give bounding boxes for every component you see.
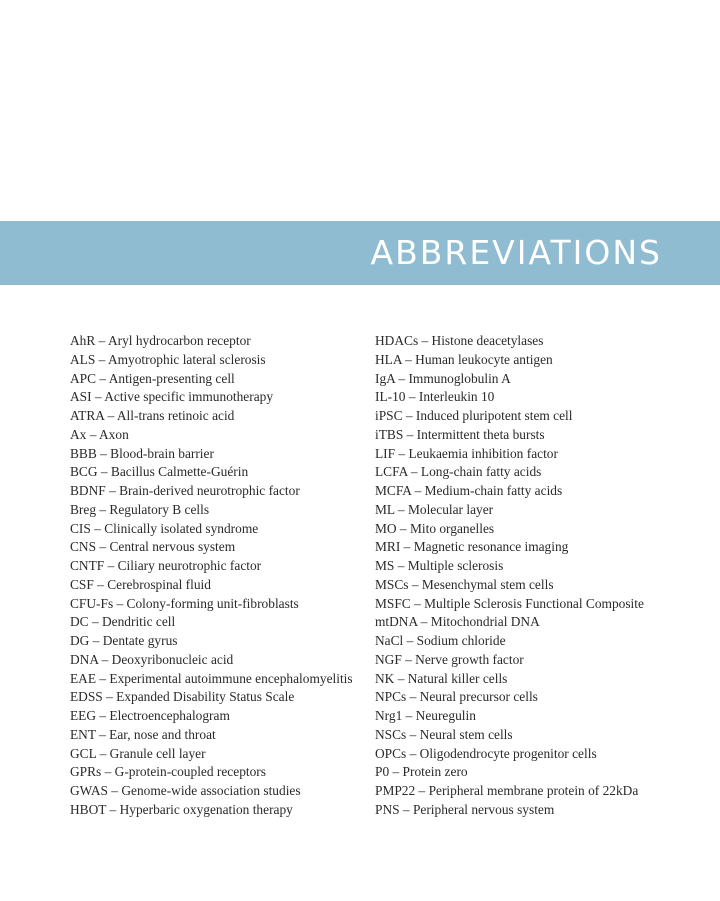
abbreviation-entry: ML – Molecular layer: [375, 501, 494, 517]
abbreviation-entry: ATRA – All-trans retinoic acid: [70, 408, 235, 423]
title-banner: [0, 221, 720, 285]
abbreviation-entry: Nrg1 – Neuregulin: [375, 708, 476, 723]
abbreviation-entry: BDNF – Brain-derived neurotrophic factor: [70, 483, 300, 498]
abbreviation-entry: DC – Dendritic cell: [70, 614, 176, 630]
abbreviation-entry: mtDNA – Mitochondrial DNA: [375, 614, 540, 630]
abbreviation-entry: HBOT – Hyperbaric oxygenation therapy: [70, 801, 293, 817]
abbreviation-entry: DNA – Deoxyribonucleic acid: [70, 651, 234, 667]
abbreviation-entry: HDACs – Histone deacetylases: [375, 333, 544, 348]
abbreviation-entry: iTBS – Intermittent theta bursts: [375, 426, 545, 442]
abbreviation-entry: NSCs – Neural stem cells: [375, 726, 513, 742]
abbreviation-entry: P0 – Protein zero: [375, 764, 468, 780]
abbreviation-entry: MSFC – Multiple Sclerosis Functional Composite: [375, 595, 644, 611]
abbreviation-entry: APC – Antigen-presenting cell: [70, 370, 235, 386]
abbreviation-entry: BCG – Bacillus Calmette-Guérin: [70, 464, 249, 480]
abbreviation-entry: EEG – Electroencephalogram: [70, 708, 230, 723]
abbreviation-entry: HLA – Human leukocyte antigen: [375, 351, 553, 367]
abbreviation-entry: GCL – Granule cell layer: [70, 745, 206, 761]
abbreviation-entry: AhR – Aryl hydrocarbon receptor: [70, 333, 251, 348]
abbreviation-entry: EDSS – Expanded Disability Status Scale: [70, 689, 295, 705]
abbreviation-entry: NaCl – Sodium chloride: [375, 633, 506, 648]
abbreviation-entry: MCFA – Medium-chain fatty acids: [375, 483, 563, 498]
abbreviation-entry: Breg – Regulatory B cells: [70, 501, 210, 517]
abbreviation-entry: DG – Dentate gyrus: [70, 633, 178, 648]
abbreviation-entry: EAE – Experimental autoimmune encephalomyelitis: [70, 670, 353, 686]
abbreviation-list-right: [375, 332, 695, 820]
abbreviation-entry: BBB – Blood-brain barrier: [70, 445, 214, 461]
abbreviation-entry: Ax – Axon: [70, 426, 129, 442]
abbreviation-entry: ALS – Amyotrophic lateral sclerosis: [70, 351, 266, 367]
abbreviation-entry: OPCs – Oligodendrocyte progenitor cells: [375, 745, 597, 761]
abbreviation-entry: CSF – Cerebrospinal fluid: [70, 576, 211, 592]
abbreviation-entry: NK – Natural killer cells: [375, 670, 508, 686]
abbreviation-entry: MS – Multiple sclerosis: [375, 558, 504, 573]
abbreviation-entry: PMP22 – Peripheral membrane protein of 22kDa: [375, 783, 639, 798]
abbreviation-entry: IgA – Immunoglobulin A: [375, 370, 511, 386]
abbreviation-entry: GWAS – Genome-wide association studies: [70, 783, 301, 798]
abbreviation-entry: MRI – Magnetic resonance imaging: [375, 539, 569, 555]
abbreviation-entry: ENT – Ear, nose and throat: [70, 726, 216, 742]
abbreviation-entry: NGF – Nerve growth factor: [375, 651, 524, 667]
abbreviation-entry: LIF – Leukaemia inhibition factor: [375, 445, 558, 461]
abbreviation-entry: ASI – Active specific immunotherapy: [70, 389, 274, 405]
abbreviation-entry: MO – Mito organelles: [375, 520, 495, 536]
abbreviation-entry: CNS – Central nervous system: [70, 539, 236, 555]
abbreviation-entry: iPSC – Induced pluripotent stem cell: [375, 408, 573, 423]
abbreviation-entry: CNTF – Ciliary neurotrophic factor: [70, 558, 262, 573]
abbreviation-entry: LCFA – Long-chain fatty acids: [375, 464, 542, 480]
abbreviation-entry: PNS – Peripheral nervous system: [375, 801, 555, 817]
abbreviation-entry: CFU-Fs – Colony-forming unit-fibroblasts: [70, 595, 299, 611]
abbreviation-entry: MSCs – Mesenchymal stem cells: [375, 576, 554, 592]
abbreviation-entry: CIS – Clinically isolated syndrome: [70, 520, 259, 536]
abbreviation-entry: GPRs – G-protein-coupled receptors: [70, 764, 266, 780]
abbreviation-entry: IL-10 – Interleukin 10: [375, 389, 495, 405]
abbreviation-entry: NPCs – Neural precursor cells: [375, 689, 538, 705]
page-title: ABBREVIATIONS: [370, 233, 662, 272]
abbreviation-list-left: [70, 332, 360, 820]
